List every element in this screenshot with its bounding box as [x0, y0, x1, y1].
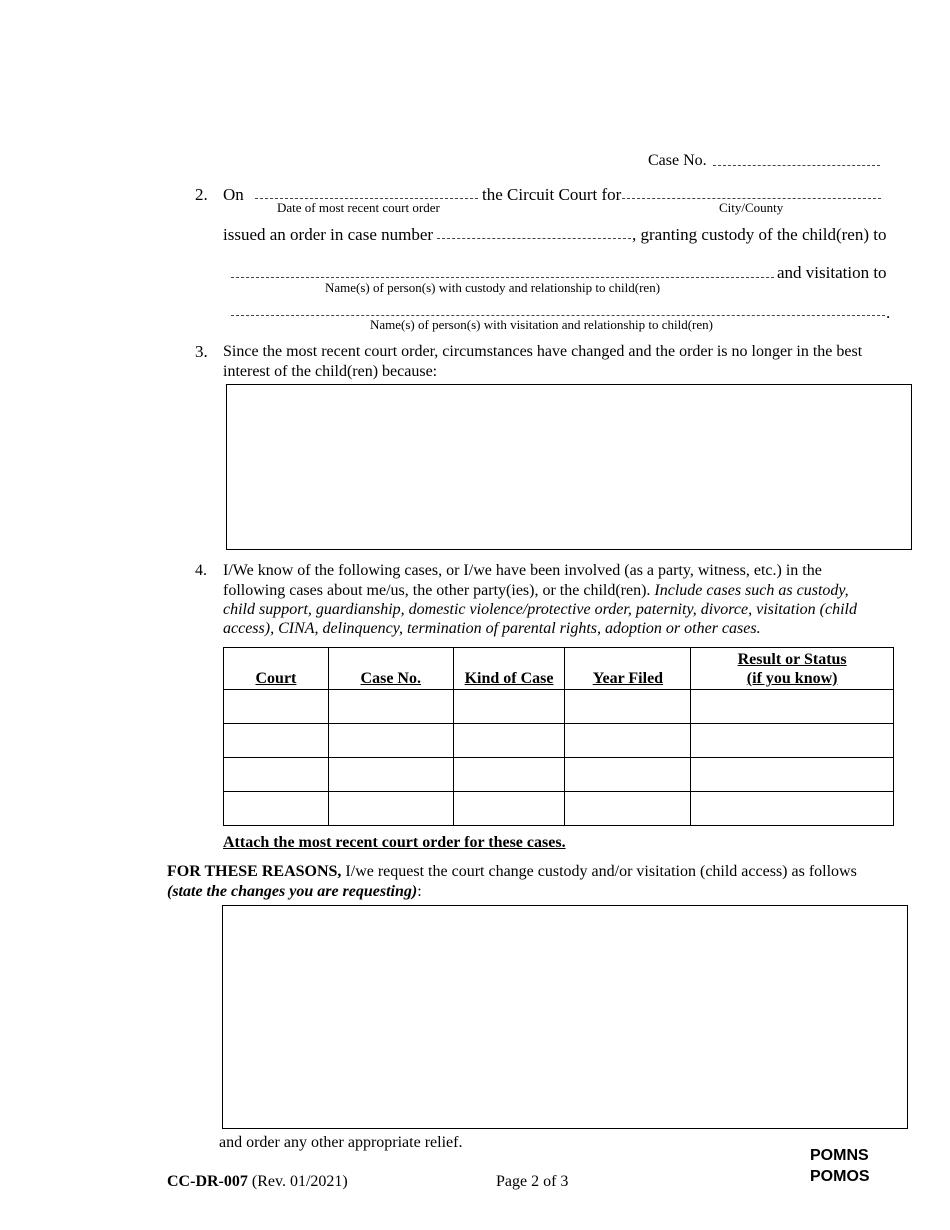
header-result-status [691, 648, 894, 690]
table-cell[interactable] [691, 690, 894, 724]
table-cell[interactable] [453, 690, 565, 724]
header-result-label: Result or Status [737, 651, 847, 668]
header-year-filed: Year Filed [565, 648, 691, 690]
page-number: Page 2 of 3 [496, 1173, 569, 1190]
attach-note: Attach the most recent court order for these cases. [223, 834, 566, 851]
city-caption: City/County [719, 200, 784, 215]
item4-line2 [223, 581, 849, 601]
table-row [224, 724, 894, 758]
circuit-court-for-text: the Circuit Court for [482, 185, 622, 204]
requested-changes-text-area[interactable] [222, 905, 908, 1129]
visitation-persons-field[interactable] [231, 315, 885, 316]
header-kind-of-case: Kind of Case [453, 648, 565, 690]
item3-text-line2: interest of the child(ren) because: [223, 363, 438, 380]
table-cell[interactable] [565, 758, 691, 792]
form-revision: (Rev. 01/2021) [247, 1173, 348, 1190]
circumstances-text-area[interactable] [226, 384, 912, 550]
table-cell[interactable] [691, 792, 894, 826]
table-cell[interactable] [328, 758, 453, 792]
item4-number: 4. [195, 562, 207, 579]
reasons-text: I/we request the court change custody and/or visitation (child access) as follows [341, 863, 857, 880]
case-no-field[interactable] [713, 165, 880, 166]
relief-text: and order any other appropriate relief. [219, 1134, 463, 1151]
table-cell[interactable] [224, 690, 329, 724]
table-cell[interactable] [691, 724, 894, 758]
table-cell[interactable] [328, 792, 453, 826]
reasons-line2 [167, 882, 422, 902]
item4-line2-italic: Include cases such as custody, [654, 582, 849, 599]
form-code-pomos: POMOS [810, 1168, 870, 1185]
item3-text-line1: Since the most recent court order, circumstances have changed and the order is no longer in the best [223, 343, 863, 360]
table-cell[interactable] [328, 690, 453, 724]
cases-header-row [224, 648, 894, 690]
granting-custody-text: , granting custody of the child(ren) to [632, 225, 887, 244]
form-code: CC-DR-007 [167, 1173, 248, 1190]
reasons-line1 [167, 862, 857, 882]
table-row [224, 690, 894, 724]
table-cell[interactable] [453, 758, 565, 792]
table-cell[interactable] [453, 724, 565, 758]
item4-line3: child support, guardianship, domestic violence/protective order, paternity, divorce, visitation (child [223, 601, 857, 618]
item2-number: 2. [195, 185, 208, 204]
table-row [224, 758, 894, 792]
item2-period: . [886, 303, 891, 322]
table-cell[interactable] [328, 724, 453, 758]
reasons-bold: FOR THESE REASONS, [167, 863, 342, 880]
table-cell[interactable] [224, 758, 329, 792]
table-row [224, 792, 894, 826]
form-code-pomns: POMNS [810, 1147, 869, 1164]
header-if-you-know: (if you know) [746, 670, 838, 687]
prior-case-number-field[interactable] [437, 238, 631, 239]
table-cell[interactable] [691, 758, 894, 792]
court-order-date-field[interactable] [255, 198, 478, 199]
custody-persons-field[interactable] [231, 277, 774, 278]
custody-caption: Name(s) of person(s) with custody and relationship to child(ren) [325, 280, 661, 295]
header-court: Court [224, 648, 329, 690]
case-no-label: Case No. [648, 152, 707, 169]
reasons-colon: : [417, 883, 422, 900]
table-cell[interactable] [565, 724, 691, 758]
item3-number: 3. [195, 342, 208, 361]
issued-order-text: issued an order in case number [223, 225, 434, 244]
item2-on: On [223, 185, 244, 204]
form-id [167, 1172, 348, 1192]
reasons-italic: (state the changes you are requesting) [167, 883, 418, 900]
and-visitation-text: and visitation to [777, 263, 887, 282]
table-cell[interactable] [565, 792, 691, 826]
date-caption: Date of most recent court order [277, 200, 440, 215]
item4-line4: access), CINA, delinquency, termination of parental rights, adoption or other cases. [223, 620, 761, 637]
cases-table [223, 647, 894, 826]
city-county-field[interactable] [622, 198, 881, 199]
table-cell[interactable] [453, 792, 565, 826]
visitation-caption: Name(s) of person(s) with visitation and relationship to child(ren) [370, 317, 713, 332]
item4-line1: I/We know of the following cases, or I/we have been involved (as a party, witness, etc.) in the [223, 562, 822, 579]
header-case-no: Case No. [328, 648, 453, 690]
table-cell[interactable] [224, 792, 329, 826]
table-cell[interactable] [224, 724, 329, 758]
item4-line2-plain: following cases about me/us, the other party(ies), or the child(ren). [223, 582, 655, 599]
table-cell[interactable] [565, 690, 691, 724]
